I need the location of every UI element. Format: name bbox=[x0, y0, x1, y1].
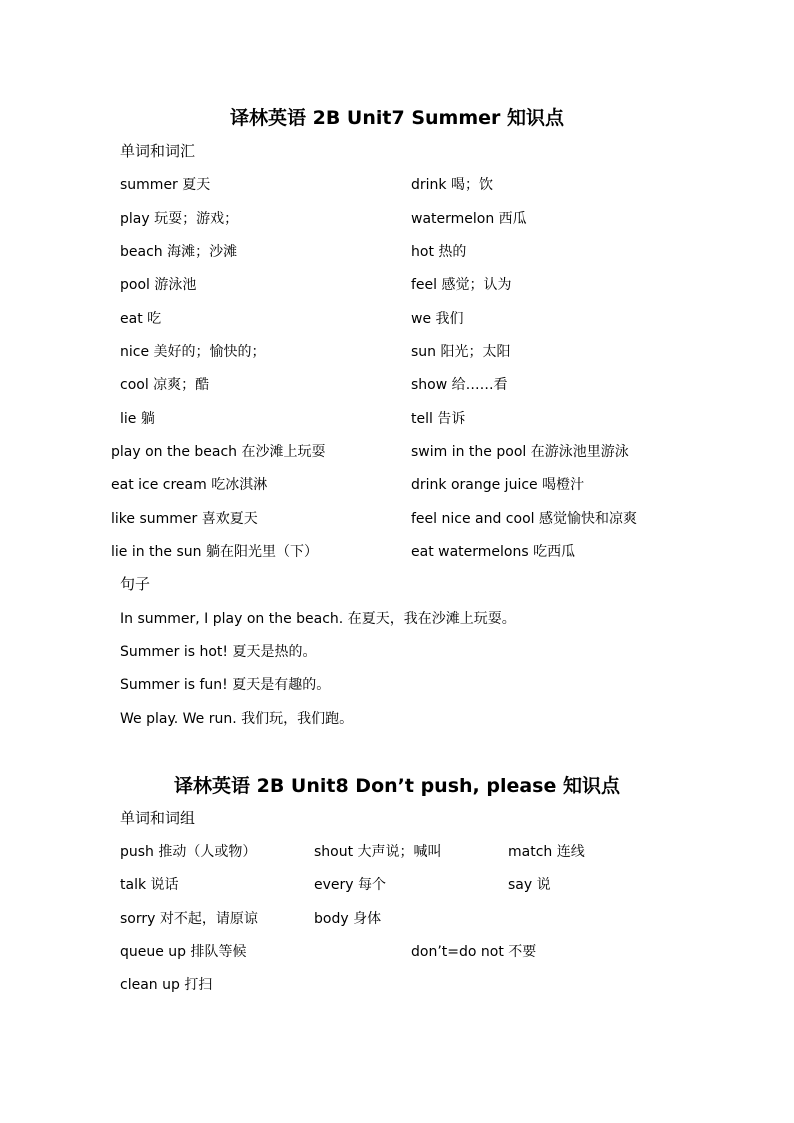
word-item: talk 说话 bbox=[120, 877, 179, 893]
word-item: feel 感觉；认为 bbox=[411, 277, 512, 293]
phrase-item: eat ice cream 吃冰淇淋 bbox=[111, 477, 268, 493]
word-item: sorry 对不起，请原谅 bbox=[120, 911, 258, 927]
word-item: summer 夏天 bbox=[120, 177, 211, 193]
word-item: lie 躺 bbox=[120, 411, 155, 427]
word-item: play 玩耍；游戏； bbox=[120, 211, 239, 227]
word-item: body 身体 bbox=[314, 911, 382, 927]
word-item: shout 大声说；喊叫 bbox=[314, 844, 442, 860]
unit8-title: 译林英语 2B Unit8 Don’t push, please 知识点 bbox=[173, 775, 620, 797]
phrase-item: lie in the sun 躺在阳光里（下） bbox=[111, 544, 318, 560]
sentence-item: In summer, I play on the beach. 在夏天，我在沙滩上玩耍。 bbox=[120, 611, 516, 627]
unit7-title: 译林英语 2B Unit7 Summer 知识点 bbox=[230, 107, 564, 129]
phrase-item: eat watermelons 吃西瓜 bbox=[411, 544, 576, 560]
word-item: cool 凉爽；酷 bbox=[120, 377, 210, 393]
word-item: hot 热的 bbox=[411, 244, 467, 260]
unit7-sentence-heading: 句子 bbox=[120, 575, 151, 593]
word-item: every 每个 bbox=[314, 877, 387, 893]
word-item: drink 喝；饮 bbox=[411, 177, 493, 193]
word-item: eat 吃 bbox=[120, 311, 162, 327]
sentence-item: Summer is hot! 夏天是热的。 bbox=[120, 644, 317, 660]
word-item-dont: don’t=do not 不要 bbox=[411, 944, 537, 960]
word-item: pool 游泳池 bbox=[120, 277, 197, 293]
word-item-clean-up: clean up 打扫 bbox=[120, 977, 213, 993]
word-item: watermelon 西瓜 bbox=[411, 211, 527, 227]
word-item: say 说 bbox=[508, 877, 551, 893]
phrase-item: play on the beach 在沙滩上玩耍 bbox=[111, 444, 326, 460]
unit8-vocab-heading: 单词和词组 bbox=[120, 809, 196, 827]
word-item: sun 阳光；太阳 bbox=[411, 344, 511, 360]
sentence-item: Summer is fun! 夏天是有趣的。 bbox=[120, 677, 331, 693]
phrase-item: swim in the pool 在游泳池里游泳 bbox=[411, 444, 629, 460]
word-item-queue-up: queue up 排队等候 bbox=[120, 944, 247, 960]
phrase-item: like summer 喜欢夏天 bbox=[111, 511, 258, 527]
word-item: tell 告诉 bbox=[411, 411, 466, 427]
word-item: show 给……看 bbox=[411, 377, 508, 393]
unit7-vocab-heading: 单词和词汇 bbox=[120, 142, 196, 160]
word-item: we 我们 bbox=[411, 311, 464, 327]
word-item: beach 海滩；沙滩 bbox=[120, 244, 238, 260]
word-item: push 推动（人或物） bbox=[120, 844, 257, 860]
word-item: nice 美好的；愉快的； bbox=[120, 344, 266, 360]
word-item: match 连线 bbox=[508, 844, 585, 860]
phrase-item: feel nice and cool 感觉愉快和凉爽 bbox=[411, 511, 637, 527]
phrase-item: drink orange juice 喝橙汁 bbox=[411, 477, 585, 493]
sentence-item: We play. We run. 我们玩，我们跑。 bbox=[120, 711, 354, 727]
